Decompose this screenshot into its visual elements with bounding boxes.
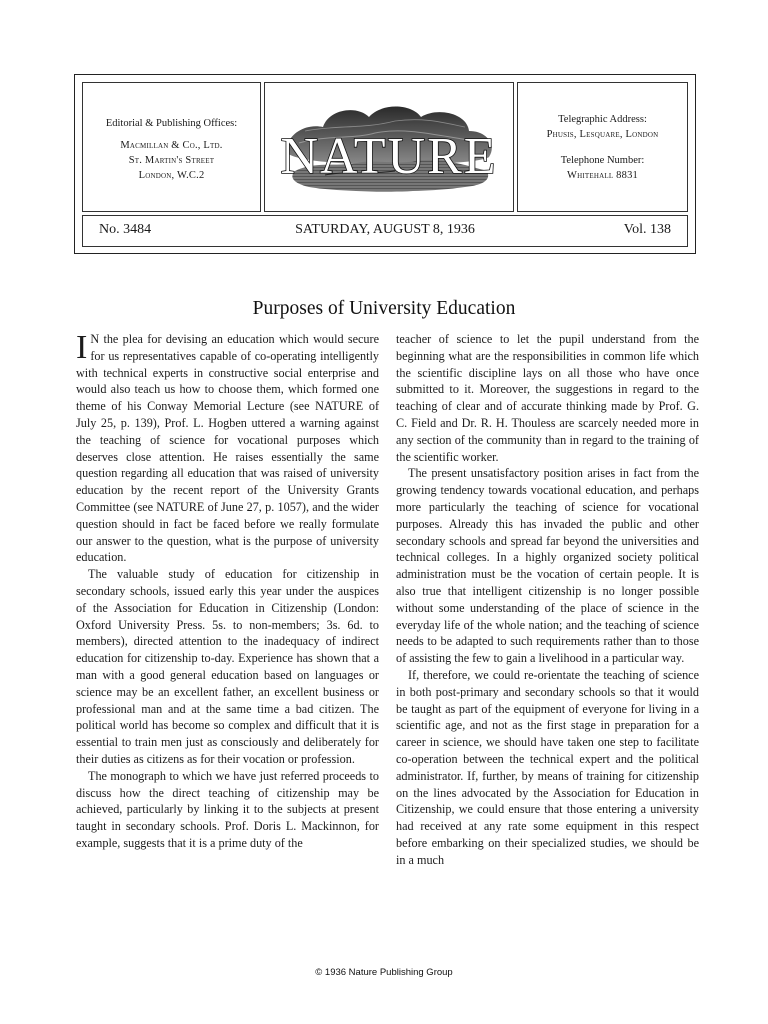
telephone-heading: Telephone Number: [560, 155, 645, 166]
telegraphic-address: Phusis, Lesquare, London [546, 129, 659, 140]
paragraph: I N the plea for devising an education which would secure for us representatives capable of co-operating intelligently with technical experts in constructive social enterprise and would also teach us how to choose them, which formed one theme of his Conway Memorial Lecture (see NATURE of July 25, p. 139), Prof. L. Hogben uttered a warning against the teaching of science for vocational purposes which deserves close attention. He raises essentially the same question regarding all education that was raised of university education by the recent report of the University Grants Committee (see NATURE of June 27, p. 1057), and the wider question should in fact be faced before we really formulate our answer to the question, what is the purpose of university education. [76, 329, 379, 565]
publisher-name: Macmillan & Co., Ltd. [120, 140, 223, 151]
masthead-top [82, 82, 688, 212]
issue-date: SATURDAY, AUGUST 8, 1936 [295, 222, 475, 237]
paragraph: teacher of science to let the pupil understand from the beginning what are the responsibilities in common life which the scientific discipline lays on all those who have once submitted to it. Moreover, the suggestions in regard to the teaching of clear and of accurate thinking made by Prof. G. C. Field and Dr. R. H. Thouless are scarcely needed more in any section of the community than in regard to the training of the scientific worker. [396, 332, 699, 464]
paragraph: The present unsatisfactory position arises in fact from the growing tendency towards vocational education, and perhaps more particularly the teaching of science for vocational purposes. Already this has invaded the public and other secondary schools and spread far beyond the universities and technical colleges. In a highly organized society political administration must be the vocation of certain people. It is also true that intelligent citizenship is no longer possible without some understanding of the place of science in the everyday life of the whole nation; and the teaching of science needs to be adapted to such requirements rather than to those of assisting the few to gain a livelihood in a particular way. [396, 466, 699, 666]
drop-cap: I [76, 329, 88, 366]
volume-number: Vol. 138 [623, 222, 671, 237]
contact-panel [517, 82, 688, 212]
nature-logo-panel [264, 82, 514, 212]
issue-bar [82, 215, 688, 247]
paragraph: If, therefore, we could re-orientate the teaching of science in both post-primary and secondary schools so that it would be taught as part of the equipment of everyone for living in a scientific age, and not as the first stage in preparation for a career in science, we should have taken one step to facilitate co-operation between the technical expert and the political administrator. If, further, by means of training for citizenship on the lines advocated by the Association for Education in Citizenship, we could ensure that those entering a university had received at any rate some equipment in this respect before embarking on their specialized studies, we should be in a much [396, 667, 699, 867]
article-title: Purposes of University Education [252, 298, 516, 319]
publisher-street: St. Martin's Street [128, 155, 215, 166]
offices-heading: Editorial & Publishing Offices: [105, 118, 238, 129]
telegraphic-heading: Telegraphic Address: [558, 114, 647, 125]
telephone-number: Whitehall 8831 [567, 170, 638, 181]
nature-logo [265, 83, 513, 211]
editorial-offices-panel [82, 82, 261, 212]
masthead [74, 74, 696, 254]
left-column [76, 331, 379, 852]
copyright-footer: © 1936 Nature Publishing Group [315, 967, 453, 978]
right-column [396, 331, 699, 869]
issue-number: No. 3484 [99, 222, 152, 237]
paragraph: The valuable study of education for citizenship in secondary schools, issued early this year under the auspices of the Association for Education in Citizenship (London: Oxford University Press. 5s. to non-members; 3s. 6d. to members), directed attention to the inadequacy of indirect education for citizenship to-day. Experience has shown that a man with a good general education based on languages or science may be an excellent father, an excellent business or professional man and at the same time a bad citizen. The political world has become so complex and difficult that it is essential to train men just as consciously and deliberately for their duties as citizens as for their vocation or profession. [76, 567, 379, 766]
publisher-city: London, W.C.2 [138, 170, 205, 181]
nature-wordmark: NATURE [280, 128, 498, 185]
paragraph: The monograph to which we have just referred proceeds to discuss how the direct teaching of citizenship may be achieved, particularly by linking it to the subjects at present taught in secondary schools. Prof. Doris L. Mackinnon, for example, suggests that it is a prime duty of the [76, 768, 379, 850]
